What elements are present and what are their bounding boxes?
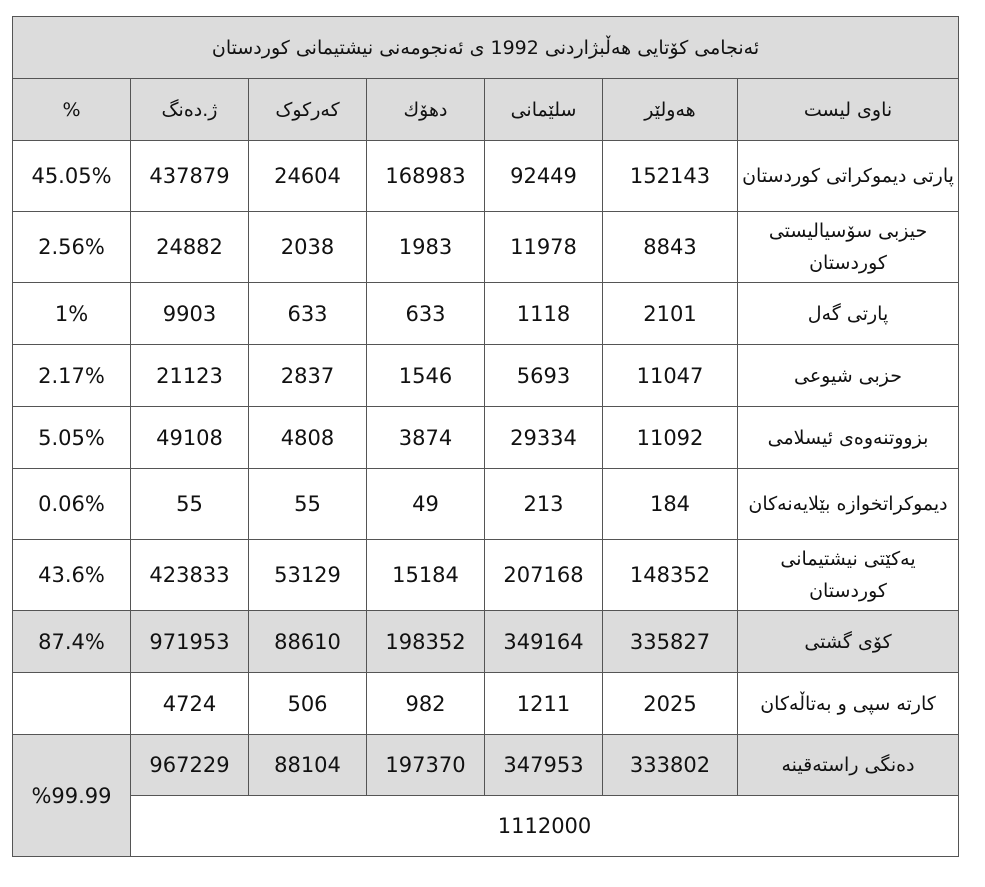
table-row: [13, 407, 959, 469]
header-total: ژ.دەنگ: [131, 79, 249, 141]
cell-erbil: 148352: [603, 540, 738, 611]
header-percent: %: [13, 79, 131, 141]
cell-kirkuk: 2038: [249, 212, 367, 283]
cell-total: 24882: [131, 212, 249, 283]
cell-total: 423833: [131, 540, 249, 611]
cell-total: 49108: [131, 407, 249, 469]
cell-list-name: یەکێتی نیشتیمانی کوردستان: [738, 540, 959, 611]
sum-duhok: 198352: [367, 611, 485, 673]
cell-list-name: حیزبی سۆسیالیستی کوردستان: [738, 212, 959, 283]
cell-duhok: 168983: [367, 141, 485, 212]
cell-duhok: 15184: [367, 540, 485, 611]
valid-duhok: 197370: [367, 735, 485, 796]
valid-kirkuk: 88104: [249, 735, 367, 796]
cell-list-name: دیموکراتخوازە بێلایەنەکان: [738, 469, 959, 540]
cell-kirkuk: 53129: [249, 540, 367, 611]
invalid-total: 4724: [131, 673, 249, 735]
cell-list-name: حزبی شیوعی: [738, 345, 959, 407]
cell-total: 9903: [131, 283, 249, 345]
cell-erbil: 2101: [603, 283, 738, 345]
cell-duhok: 633: [367, 283, 485, 345]
valid-total: 967229: [131, 735, 249, 796]
invalid-sulaymaniyah: 1211: [485, 673, 603, 735]
cell-sulaymaniyah: 11978: [485, 212, 603, 283]
cell-sulaymaniyah: 1118: [485, 283, 603, 345]
invalid-kirkuk: 506: [249, 673, 367, 735]
valid-percent: %99.99: [13, 735, 131, 857]
sum-label: کۆی گشتی: [738, 611, 959, 673]
header-sulaymaniyah: سلێمانی: [485, 79, 603, 141]
cell-list-name: بزووتنەوەی ئیسلامی: [738, 407, 959, 469]
invalid-votes-row: [13, 673, 959, 735]
cell-sulaymaniyah: 29334: [485, 407, 603, 469]
cell-duhok: 3874: [367, 407, 485, 469]
grand-total: 1112000: [131, 796, 959, 857]
valid-sulaymaniyah: 347953: [485, 735, 603, 796]
cell-erbil: 184: [603, 469, 738, 540]
table-row: [13, 469, 959, 540]
sum-row: [13, 611, 959, 673]
cell-kirkuk: 4808: [249, 407, 367, 469]
table-row: [13, 345, 959, 407]
cell-duhok: 49: [367, 469, 485, 540]
table-row: [13, 540, 959, 611]
header-erbil: هەولێر: [603, 79, 738, 141]
header-row: [13, 79, 959, 141]
cell-list-name: پارتی دیموکراتی کوردستان: [738, 141, 959, 212]
cell-percent: 43.6%: [13, 540, 131, 611]
sum-sulaymaniyah: 349164: [485, 611, 603, 673]
header-duhok: دهۆك: [367, 79, 485, 141]
cell-percent: 0.06%: [13, 469, 131, 540]
cell-kirkuk: 633: [249, 283, 367, 345]
cell-kirkuk: 24604: [249, 141, 367, 212]
table-row: [13, 283, 959, 345]
cell-percent: 5.05%: [13, 407, 131, 469]
cell-percent: 45.05%: [13, 141, 131, 212]
cell-kirkuk: 2837: [249, 345, 367, 407]
cell-sulaymaniyah: 92449: [485, 141, 603, 212]
invalid-label: کارتە سپی و بەتاڵەکان: [738, 673, 959, 735]
sum-erbil: 335827: [603, 611, 738, 673]
invalid-duhok: 982: [367, 673, 485, 735]
cell-percent: 1%: [13, 283, 131, 345]
cell-total: 437879: [131, 141, 249, 212]
valid-votes-row: [13, 735, 959, 796]
table-title: ئەنجامی کۆتایی هەڵبژاردنی 1992 ی ئەنجومەنی نیشتیمانی کوردستان: [13, 17, 959, 79]
sum-kirkuk: 88610: [249, 611, 367, 673]
cell-duhok: 1546: [367, 345, 485, 407]
table-row: [13, 212, 959, 283]
cell-total: 55: [131, 469, 249, 540]
cell-erbil: 11047: [603, 345, 738, 407]
grand-total-row: [13, 796, 959, 857]
cell-duhok: 1983: [367, 212, 485, 283]
cell-total: 21123: [131, 345, 249, 407]
election-results-table: [12, 16, 959, 857]
invalid-percent: [13, 673, 131, 735]
sum-total: 971953: [131, 611, 249, 673]
header-kirkuk: کەرکوک: [249, 79, 367, 141]
cell-sulaymaniyah: 213: [485, 469, 603, 540]
cell-sulaymaniyah: 207168: [485, 540, 603, 611]
cell-percent: 2.56%: [13, 212, 131, 283]
cell-erbil: 11092: [603, 407, 738, 469]
cell-percent: 2.17%: [13, 345, 131, 407]
cell-list-name: پارتی گەل: [738, 283, 959, 345]
invalid-erbil: 2025: [603, 673, 738, 735]
cell-kirkuk: 55: [249, 469, 367, 540]
valid-label: دەنگی راستەقینە: [738, 735, 959, 796]
header-list-name: ناوی لیست: [738, 79, 959, 141]
cell-sulaymaniyah: 5693: [485, 345, 603, 407]
cell-erbil: 8843: [603, 212, 738, 283]
valid-erbil: 333802: [603, 735, 738, 796]
cell-erbil: 152143: [603, 141, 738, 212]
table-row: [13, 141, 959, 212]
sum-percent: 87.4%: [13, 611, 131, 673]
title-row: [13, 17, 959, 79]
